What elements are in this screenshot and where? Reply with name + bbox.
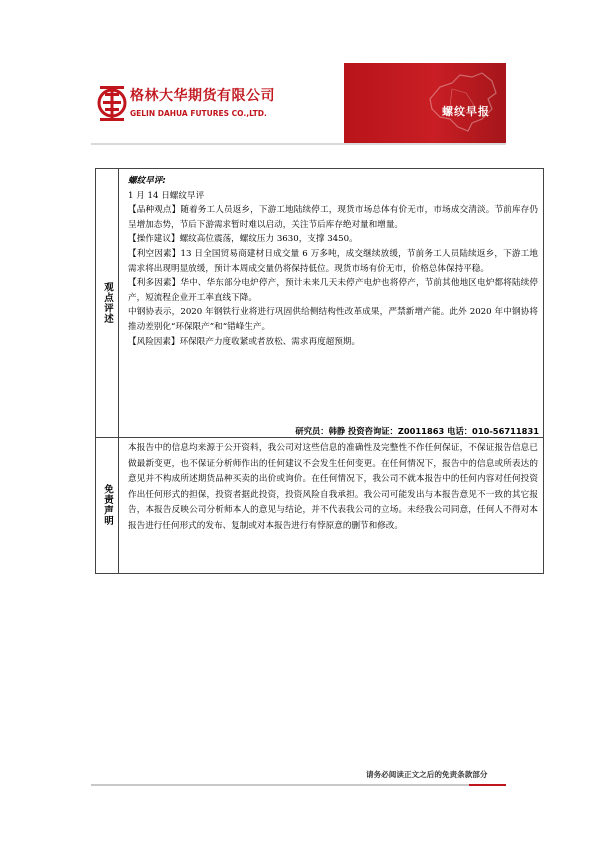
report-table bbox=[95, 168, 544, 574]
disclaimer-section-label: 免责声明 bbox=[102, 484, 113, 526]
section-label-column bbox=[96, 169, 119, 573]
banner-red-panel bbox=[344, 63, 506, 143]
company-name-cn: 格林大华期货有限公司 bbox=[130, 88, 275, 104]
footer-rule-accent bbox=[469, 784, 506, 786]
disclaimer-text: 本报告中的信息均来源于公开资料，我公司对这些信息的准确性及完整性不作任何保证，不保证报告信息已做最新变更，也不保证分析师作出的任何建议不会发生任何变更。在任何情况下，报告中的信息或所表达的意见并不构成所述期货品种买卖的出价或询价。在任何情况下，我公司不就本报告中的任何内容对任何投资作出任何形式的担保，投资者据此投资，投资风险自我承担。我公司可能发出与本报告意见不一致的其它报告，本报告反映公司分析师本人的意见与结论，并不代表我公司的立场。未经我公司同意，任何人不得对本报告进行任何形式的发布、复制或对本报告进行有悖原意的删节和修改。 bbox=[128, 443, 538, 531]
comment-paragraph: 【利空因素】13 日全国贸易商建材日成交量 6 万多吨，成交继续放缓，节前务工人员陆续返乡，下游工地需求将出现明显放缓，预计本周成交量仍将保持低位。现货市场有价无市，价格总体保持平稳。 bbox=[128, 248, 538, 274]
report-banner bbox=[91, 63, 506, 145]
report-title: 螺纹早报 bbox=[442, 105, 490, 118]
china-map-icon bbox=[422, 69, 502, 135]
comment-label-cell bbox=[96, 169, 118, 437]
comment-date: 1 月 14 日螺纹早评 bbox=[128, 190, 205, 201]
comment-paragraph: 【品种观点】随着务工人员返乡，下游工地陆续停工，现货市场总体有价无市，市场成交清淡。节前库存仍呈增加态势，节后下游需求暂时难以启动，关注节后库存绝对量和增量。 bbox=[128, 205, 538, 230]
disclaimer-label-cell bbox=[96, 437, 118, 573]
comment-heading: 螺纹早评: bbox=[128, 176, 166, 186]
footer-note: 请务必阅读正文之后的免责条款部分 bbox=[366, 770, 488, 779]
comment-paragraph: 【利多因素】华中、华东部分电炉停产，预计未来几天未停产电炉也将停产，节前其他地区电炉都将陆续停产，短流程企业开工率直线下降。 bbox=[128, 278, 538, 303]
comment-paragraph: 【风险因素】环保限产力度收紧或者放松、需求再度超预期。 bbox=[128, 336, 361, 347]
comment-paragraph: 中钢协表示，2020 年钢铁行业将进行巩固供给侧结构性改革成果，严禁新增产能。此外 2020 年中钢协将推动差别化“环保限产”和“错峰生产。 bbox=[128, 307, 538, 332]
row-divider bbox=[96, 437, 543, 438]
comment-content bbox=[128, 174, 538, 349]
gelin-dahua-logo-icon bbox=[96, 78, 128, 126]
company-name-en: GELIN DAHUA FUTURES CO.,LTD. bbox=[130, 109, 267, 118]
footer-rule bbox=[91, 784, 469, 786]
comment-section-label: 观点评述 bbox=[102, 282, 113, 324]
comment-paragraph: 【操作建议】螺纹高位震荡，螺纹压力 3630，支撑 3450。 bbox=[128, 234, 358, 245]
researcher-info: 研究员：韩静 投资咨询证：Z0011863 电话：010-56711831 bbox=[295, 426, 539, 436]
